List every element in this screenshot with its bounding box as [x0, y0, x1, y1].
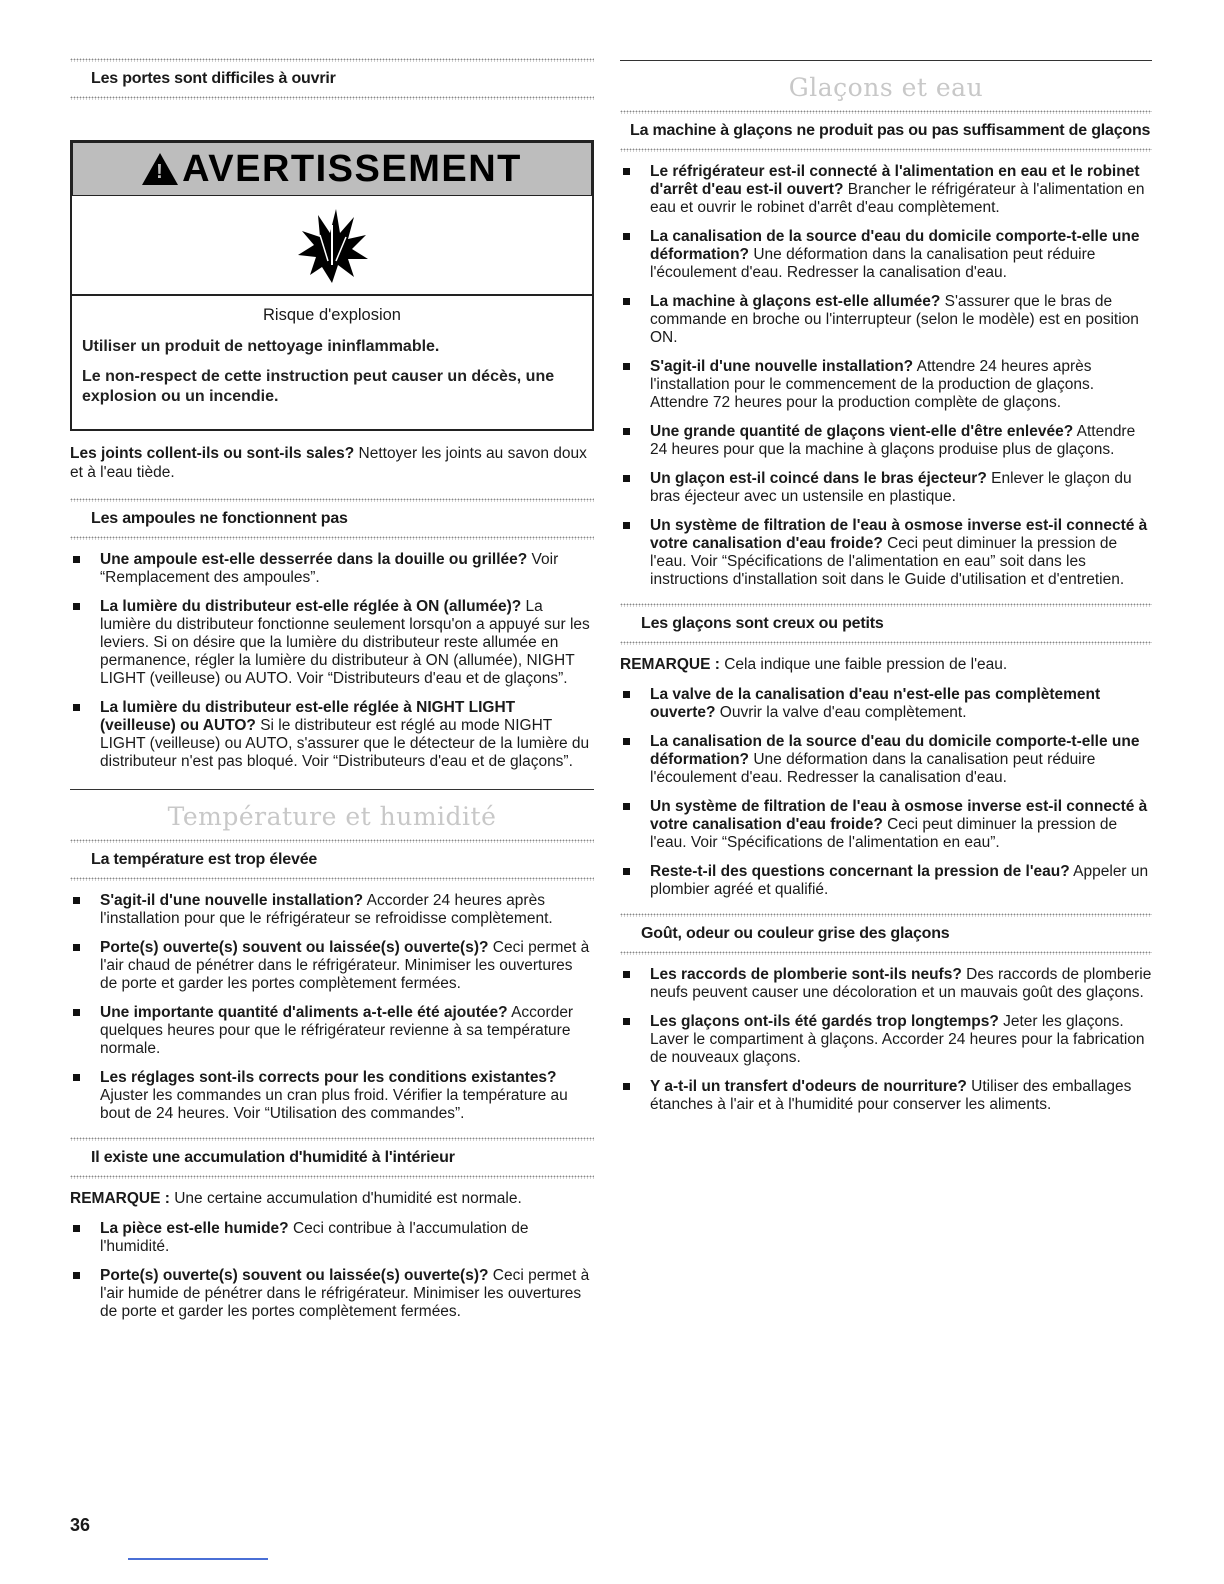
hollow-note: [620, 656, 1152, 675]
list-item: [70, 892, 594, 928]
list-item: [620, 293, 1152, 347]
question-text: Les raccords de plomberie sont-ils neufs?: [650, 965, 962, 983]
note-label: REMARQUE :: [70, 1190, 170, 1207]
humidity-list: [70, 1220, 594, 1321]
answer-text: Attendre 24 heures pour que la machine à glaçons produise plus de glaçons.: [650, 423, 1136, 458]
warning-title: AVERTISSEMENT: [182, 147, 522, 190]
list-item: [70, 1069, 594, 1123]
answer-text: Jeter les glaçons. Laver le compartiment à glaçons. Accorder 24 heures pour la fabrication de nouveaux glaçons.: [650, 1012, 1145, 1066]
question-text: La lumière du distributeur est-elle réglée à NIGHT LIGHT (veilleuse) ou AUTO?: [100, 699, 516, 734]
list-item: [620, 1013, 1152, 1067]
bullet-icon: [623, 428, 630, 435]
question-text: Un glaçon est-il coincé dans le bras éjecteur?: [650, 470, 987, 487]
answer-text: Une déformation dans la canalisation peut réduire l'écoulement d'eau. Redresser la canalisation d'eau.: [650, 750, 1096, 786]
humidity-subhead: [70, 1137, 594, 1179]
bullet-icon: [73, 944, 80, 951]
bullet-icon: [623, 233, 630, 240]
temperature-section-title: Température et humidité: [167, 802, 497, 831]
question-text: La lumière du distributeur est-elle réglée à ON (allumée)?: [100, 598, 522, 615]
bullet-icon: [623, 868, 630, 875]
humidity-note: [70, 1190, 594, 1209]
question-text: La pièce est-elle humide?: [100, 1219, 289, 1237]
dotted-rule: [70, 1175, 594, 1179]
answer-text: Accorder 24 heures après l'installation pour que le réfrigérateur se refroidisse complètement.: [100, 892, 553, 927]
question-text: La machine à glaçons est-elle allumée?: [650, 293, 941, 310]
warning-line: Le non-respect de cette instruction peut causer un décès, une explosion ou un incendie.: [82, 368, 555, 405]
dotted-rule: [620, 110, 1152, 114]
list-item: [70, 1220, 594, 1256]
list-item: [620, 517, 1152, 589]
bullet-icon: [623, 803, 630, 810]
bullet-icon: [623, 475, 630, 482]
list-item: [70, 1004, 594, 1058]
answer-text: Ceci contribue à l'accumulation de l'humidité.: [100, 1219, 529, 1255]
right-column: [620, 58, 1152, 1128]
bullet-icon: [73, 1074, 80, 1081]
answer-text: Si le distributeur est réglé au mode NIGHT LIGHT (veilleuse) ou AUTO, s'assurer que le détecteur de la lumière du distributeur n'est pas bloqué. Voir “Distributeurs d'eau et de glaçons”.: [100, 717, 590, 770]
dotted-rule: [620, 951, 1152, 955]
taste-subhead: [620, 913, 1152, 955]
bullet-icon: [73, 897, 80, 904]
answer-text: Une déformation dans la canalisation peut réduire l'écoulement d'eau. Redresser la canalisation d'eau.: [650, 246, 1096, 281]
list-item: [70, 699, 594, 771]
warning-header: [72, 142, 592, 196]
doors-subhead: [70, 58, 594, 100]
list-item: [620, 798, 1152, 852]
question-text: Les glaçons ont-ils été gardés trop longtemps?: [650, 1012, 999, 1030]
question-text: Une grande quantité de glaçons vient-elle d'être enlevée?: [650, 423, 1074, 440]
answer-text: La lumière du distributeur fonctionne seulement lorsqu'on a appuyé sur les leviers. Si on désire que la lumière du distributeur reste allumée en permanence, régler la lumière du distributeur à ON (allumée), NIGHT LIGHT (veilleuse) ou AUTO. Voir “Distributeurs d'eau et de glaçons”.: [100, 598, 590, 687]
answer-text: Attendre 24 heures après l'installation pour le commencement de la production de glaçons. Attendre 72 heures pour la production complète de glaçons.: [650, 358, 1095, 411]
answer-text: Ouvrir la valve d'eau complètement.: [715, 703, 967, 721]
bullet-icon: [623, 168, 630, 175]
hollow-list: [620, 686, 1152, 899]
answer-text: Ceci permet à l'air humide de pénétrer dans le réfrigérateur. Minimiser les ouvertures de porte et garder les portes complètement fermées.: [100, 1266, 590, 1320]
bullet-icon: [623, 691, 630, 698]
list-item: [620, 423, 1152, 459]
bulbs-subhead: [70, 498, 594, 540]
dotted-rule: [70, 498, 594, 502]
page-number: 36: [70, 1515, 91, 1535]
answer-text: Appeler un plombier agréé et qualifié.: [650, 862, 1149, 898]
dotted-rule: [620, 148, 1152, 152]
question-text: La canalisation de la source d'eau du domicile comporte-t-elle une déformation?: [650, 732, 1140, 768]
question-text: S'agit-il d'une nouvelle installation?: [100, 892, 364, 909]
question-text: S'agit-il d'une nouvelle installation?: [650, 358, 914, 375]
dotted-rule: [70, 839, 594, 843]
question-text: Porte(s) ouverte(s) souvent ou laissée(s) ouverte(s)?: [100, 1266, 489, 1284]
temp-subhead: [70, 839, 594, 881]
answer-text: Enlever le glaçon du bras éjecteur avec un ustensile en plastique.: [650, 470, 1132, 505]
list-item: [620, 966, 1152, 1002]
question-text: Le réfrigérateur est-il connecté à l'alimentation en eau et le robinet d'arrêt d'eau est-il ouvert?: [650, 163, 1140, 198]
list-item: [620, 228, 1152, 282]
question-text: Y a-t-il un transfert d'odeurs de nourriture?: [650, 1077, 967, 1095]
list-item: [620, 470, 1152, 506]
warning-box: [70, 140, 594, 431]
bullet-icon: [73, 1225, 80, 1232]
list-item: [620, 863, 1152, 899]
list-item: [620, 163, 1152, 217]
answer-text: Ajuster les commandes un cran plus froid. Vérifier la température au bout de 24 heures. Voir “Utilisation des commandes”.: [100, 1087, 568, 1122]
warning-line: Utiliser un produit de nettoyage ininflammable.: [82, 338, 440, 355]
humidity-heading: Il existe une accumulation d'humidité à l'intérieur: [91, 1149, 455, 1166]
answer-text: Voir “Remplacement des ampoules”.: [100, 551, 559, 586]
note-label: REMARQUE :: [620, 656, 720, 673]
bullet-icon: [73, 1272, 80, 1279]
list-item: [620, 733, 1152, 787]
bullet-icon: [73, 704, 80, 711]
answer-text: Ceci peut diminuer la pression de l'eau. Voir “Spécifications de l'alimentation en eau” soit dans les instructions d'installation soit dans le Guide d'utilisation et d'entretien.: [650, 535, 1125, 588]
note-text: Une certaine accumulation d'humidité est normale.: [169, 1190, 522, 1207]
question-text: Une importante quantité d'aliments a-t-elle été ajoutée?: [100, 1004, 508, 1021]
answer-text: Nettoyer les joints au savon doux et à l'eau tiède.: [70, 445, 587, 481]
question-text: Les réglages sont-ils corrects pour les conditions existantes?: [100, 1069, 557, 1086]
list-item: [70, 598, 594, 688]
bullet-icon: [73, 556, 80, 563]
left-column: [70, 58, 594, 1335]
ice-heading: La machine à glaçons ne produit pas ou pas suffisamment de glaçons: [630, 122, 1151, 139]
taste-heading: Goût, odeur ou couleur grise des glaçons: [641, 924, 950, 942]
note-text: Cela indique une faible pression de l'eau.: [719, 656, 1008, 673]
list-item: [70, 939, 594, 993]
question-text: Un système de filtration de l'eau à osmose inverse est-il connecté à votre canalisation d'eau froide?: [650, 517, 1148, 552]
dotted-rule: [70, 877, 594, 881]
bullet-icon: [73, 1009, 80, 1016]
hollow-heading: Les glaçons sont creux ou petits: [641, 615, 884, 632]
warning-icon-area: [72, 196, 592, 296]
bullet-icon: [623, 522, 630, 529]
question-text: Un système de filtration de l'eau à osmose inverse est-il connecté à votre canalisation d'eau froide?: [650, 797, 1148, 833]
bulbs-list: [70, 551, 594, 771]
section-rule: [620, 60, 1152, 61]
doors-heading: Les portes sont difficiles à ouvrir: [91, 70, 336, 87]
list-item: [620, 686, 1152, 722]
ice-list: [620, 163, 1152, 589]
question-text: Reste-t-il des questions concernant la pression de l'eau?: [650, 862, 1070, 880]
answer-text: Ceci peut diminuer la pression de l'eau. Voir “Spécifications de l'alimentation en eau”.: [650, 815, 1118, 851]
bullet-icon: [623, 363, 630, 370]
question-text: Une ampoule est-elle desserrée dans la douille ou grillée?: [100, 551, 528, 568]
dotted-rule: [70, 1137, 594, 1141]
dotted-rule: [70, 58, 594, 62]
temp-heading: La température est trop élevée: [91, 851, 318, 868]
dotted-rule: [620, 913, 1152, 917]
answer-text: S'assurer que le bras de commande en broche ou l'interrupteur (selon le modèle) est en position ON.: [650, 293, 1139, 346]
bullet-icon: [73, 603, 80, 610]
bullet-icon: [623, 971, 630, 978]
dotted-rule: [70, 96, 594, 100]
list-item: [70, 551, 594, 587]
joints-paragraph: [70, 445, 594, 482]
ice-section-title: Glaçons et eau: [788, 73, 984, 102]
bullet-icon: [623, 738, 630, 745]
answer-text: Ceci permet à l'air chaud de pénétrer dans le réfrigérateur. Minimiser les ouvertures de porte et garder les portes complètement fermées.: [100, 939, 590, 992]
answer-text: Des raccords de plomberie neufs peuvent causer une décoloration et un mauvais goût des glaçons.: [650, 965, 1152, 1001]
answer-text: Accorder quelques heures pour que le réfrigérateur revienne à sa température normale.: [100, 1004, 574, 1057]
answer-text: Brancher le réfrigérateur à l'alimentation en eau et ouvrir le robinet d'arrêt d'eau complètement.: [650, 181, 1145, 216]
question-text: La canalisation de la source d'eau du domicile comporte-t-elle une déformation?: [650, 228, 1140, 263]
explosion-icon: [292, 205, 372, 285]
hollow-subhead: [620, 603, 1152, 645]
question-text: Les joints collent-ils ou sont-ils sales?: [70, 445, 355, 462]
bullet-icon: [623, 1083, 630, 1090]
list-item: [620, 1078, 1152, 1114]
bullet-icon: [623, 298, 630, 305]
answer-text: Utiliser des emballages étanches à l'air et à l'humidité pour conserver les aliments.: [650, 1077, 1132, 1113]
taste-list: [620, 966, 1152, 1114]
dotted-rule: [70, 536, 594, 540]
bullet-icon: [623, 1018, 630, 1025]
section-rule: [70, 789, 594, 790]
warning-risk: Risque d'explosion: [263, 306, 401, 324]
question-text: Porte(s) ouverte(s) souvent ou laissée(s) ouverte(s)?: [100, 939, 489, 956]
temp-list: [70, 892, 594, 1123]
list-item: [620, 358, 1152, 412]
warning-body: [72, 296, 592, 429]
dotted-rule: [620, 603, 1152, 607]
footer-rule: [128, 1558, 268, 1560]
dotted-rule: [620, 641, 1152, 645]
question-text: La valve de la canalisation d'eau n'est-elle pas complètement ouverte?: [650, 685, 1101, 721]
ice-subhead: [620, 110, 1152, 152]
list-item: [70, 1267, 594, 1321]
warning-triangle-icon: [142, 153, 178, 185]
bulbs-heading: Les ampoules ne fonctionnent pas: [91, 510, 348, 527]
